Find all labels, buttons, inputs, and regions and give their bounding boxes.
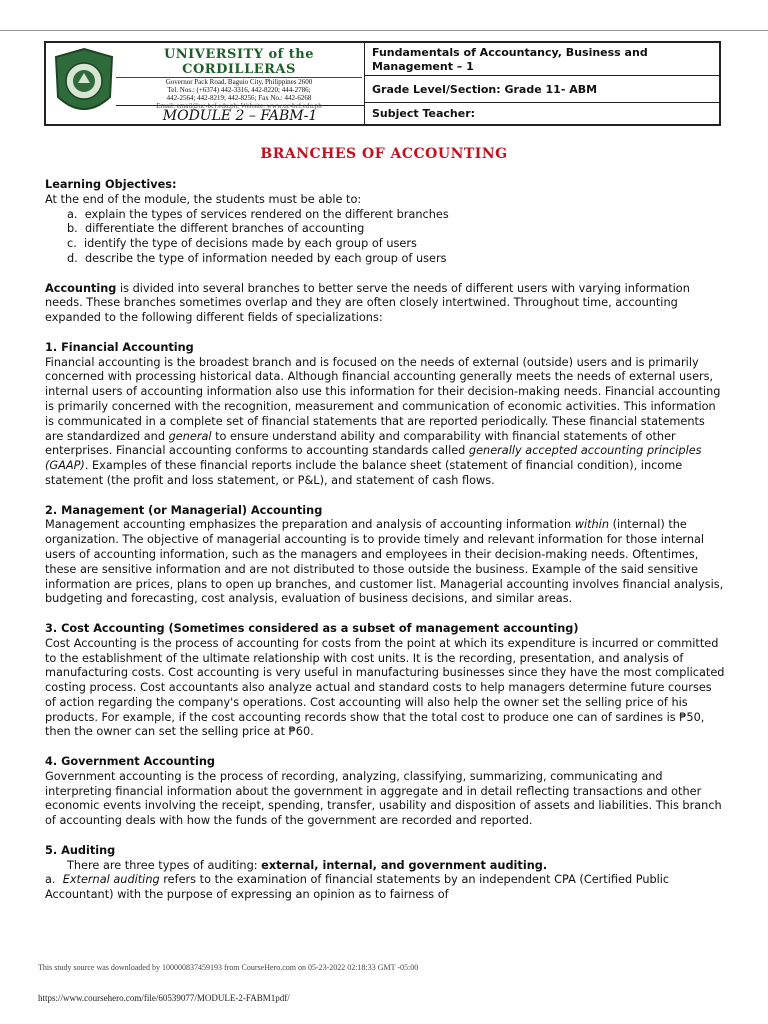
page-title: BRANCHES OF ACCOUNTING: [260, 146, 508, 162]
emphasis-text: External auditing: [62, 873, 160, 887]
emphasis-text: within: [574, 518, 609, 532]
objective-letter: b.: [67, 222, 78, 236]
university-tel-1: Tel. Nos.: (+6374) 442-3316, 442-8220; 444-2786;: [167, 86, 311, 94]
grade-level: Grade Level/Section: Grade 11- ABM: [364, 76, 719, 103]
body-text: . Examples of these financial reports include the balance sheet (statement of financial condition), income statement (the profit and loss statement, or P&L), and statement of cash flows.: [45, 459, 683, 487]
body-text: Financial accounting is the broadest branch and is focused on the needs of external (outside) users and is primarily concerned with processing historical data. Although financial accounting generally meets the needs of external users, internal users of accounting information also use this information for their decision-making needs. Financial accounting is primarily concerned with the recognition, measurement and communication of economic activities. This information is communicated in a complete set of financial statements that are reported periodically. These financial statements are standardized and: [45, 355, 721, 443]
body-text: refers to the examination of financial statements by an independent CPA (Certified Public Accountant) with the purpose of expressing an opinion as to fairness of: [45, 873, 670, 902]
objective-letter: a.: [67, 207, 78, 221]
intro-bold-term: Accounting: [45, 281, 117, 295]
auditing-item-a: [45, 873, 725, 903]
section-heading-auditing: 5. Auditing: [45, 843, 116, 857]
section-body-government: Government accounting is the process of recording, analyzing, classifying, summarizing, communicating and interpreting financial information about the government in aggregate and in detail reflecting transactions and other economic events involving the receipt, spending, transfer, usability and disposition of assets and liabilities. This branch of accounting deals with how the funds of the government are recorded and reported.: [45, 769, 722, 828]
section-heading-financial: 1. Financial Accounting: [45, 340, 194, 354]
section-body-financial: [45, 356, 725, 489]
objective-text: differentiate the different branches of accounting: [84, 222, 365, 236]
section-heading-government: 4. Government Accounting: [45, 755, 215, 769]
objective-text: explain the types of services rendered on the different branches: [84, 207, 449, 221]
body-text: to ensure understand ability and comparability with financial statements of other enterprises. Financial accounting conforms to accounting standards called: [45, 429, 676, 458]
objective-item: [45, 208, 725, 223]
objectives-heading: Learning Objectives:: [45, 178, 177, 191]
objectives-intro: At the end of the module, the students must be able to:: [45, 192, 362, 206]
intro-text: is divided into several branches to better serve the needs of different users with varying information needs. These branches sometimes overlap and they are often closely intertwined. Throughout time, accounting expanded to the following different fields of specializations:: [45, 281, 690, 325]
document-body: [45, 178, 725, 903]
subject-teacher: Subject Teacher:: [372, 107, 476, 120]
module-header: [44, 41, 721, 126]
university-name: UNIVERSITY of the CORDILLERAS: [116, 47, 362, 78]
section-heading-management: 2. Management (or Managerial) Accounting: [45, 503, 323, 517]
objective-item: [45, 237, 725, 252]
objective-text: describe the type of information needed by each group of users: [84, 251, 447, 265]
top-rule: [0, 30, 768, 31]
section-body-cost: Cost Accounting is the process of accounting for costs from the point at which its expenditure is incurred or committed to the establishment of the ultimate relationship with cost units. It is the recording, presentation, and analysis of manufacturing costs. Cost accounting is very useful in manufacturing businesses since they have the most complicated costing process. Cost accountants also analyze actual and standard costs to help managers determine future courses of action regarding the company's operations. Cost accounting will also help the owner set the selling price of his products. For example, if the cost accounting records show that the total cost to produce one can of sardines is ₱50, then the owner can set the selling price at ₱60.: [45, 636, 725, 739]
course-title: Fundamentals of Accountancy, Business and Management – 1: [364, 43, 719, 76]
bold-text: external, internal, and government auditing.: [261, 858, 548, 872]
university-email: Email: email@uc-bcf.edu.ph; Website: www.uc-bcf.edu.ph: [156, 102, 322, 110]
section-body-management: [45, 518, 725, 607]
university-seal-icon: [52, 47, 116, 121]
university-info: [116, 45, 362, 110]
objective-item: [45, 252, 725, 267]
emphasis-text: generally accepted accounting principles (GAAP): [45, 444, 702, 473]
objective-letter: c.: [67, 237, 77, 251]
body-text: There are three types of auditing:: [67, 858, 262, 872]
objective-letter: d.: [67, 251, 78, 265]
download-notice: This study source was downloaded by 100000837459193 from CourseHero.com on 05-23-2022 02:18:33 GMT -05:00: [38, 963, 419, 972]
intro-paragraph: [45, 282, 725, 326]
university-tel-2: 442-2564; 442-8219; 442-8256; Fax No.: 442-6268: [166, 94, 312, 102]
body-text: Management accounting emphasizes the preparation and analysis of accounting information: [45, 518, 575, 532]
objective-text: identify the type of decisions made by each group of users: [84, 237, 417, 251]
emphasis-text: general: [168, 429, 212, 443]
module-label: MODULE 2 – FABM-1: [116, 105, 364, 127]
section-heading-cost: 3. Cost Accounting (Sometimes considered as a subset of management accounting): [45, 621, 579, 635]
auditing-types: [45, 859, 725, 874]
university-address: Governor Pack Road, Baguio City, Philippines 2600: [165, 78, 313, 86]
body-text: (internal) the organization. The objective of managerial accounting is to provide timely and relevant information for those internal users of accounting information, such as the managers and employees in their decision-making needs. Oftentimes, these are sensitive information and are not distributed to those outside the business. Example of the said sensitive information are prices, plans to open up branches, and customer list. Managerial accounting involves financial analysis, budgeting and forecasting, cost analysis, evaluation of business decisions, and similar areas.: [45, 518, 724, 606]
objective-item: [45, 222, 725, 237]
header-right-cell: [364, 43, 719, 124]
source-url[interactable]: https://www.coursehero.com/file/60539077/MODULE-2-FABM1pdf/: [38, 993, 290, 1003]
header-left-cell: [46, 43, 365, 124]
item-letter: a.: [45, 873, 56, 887]
